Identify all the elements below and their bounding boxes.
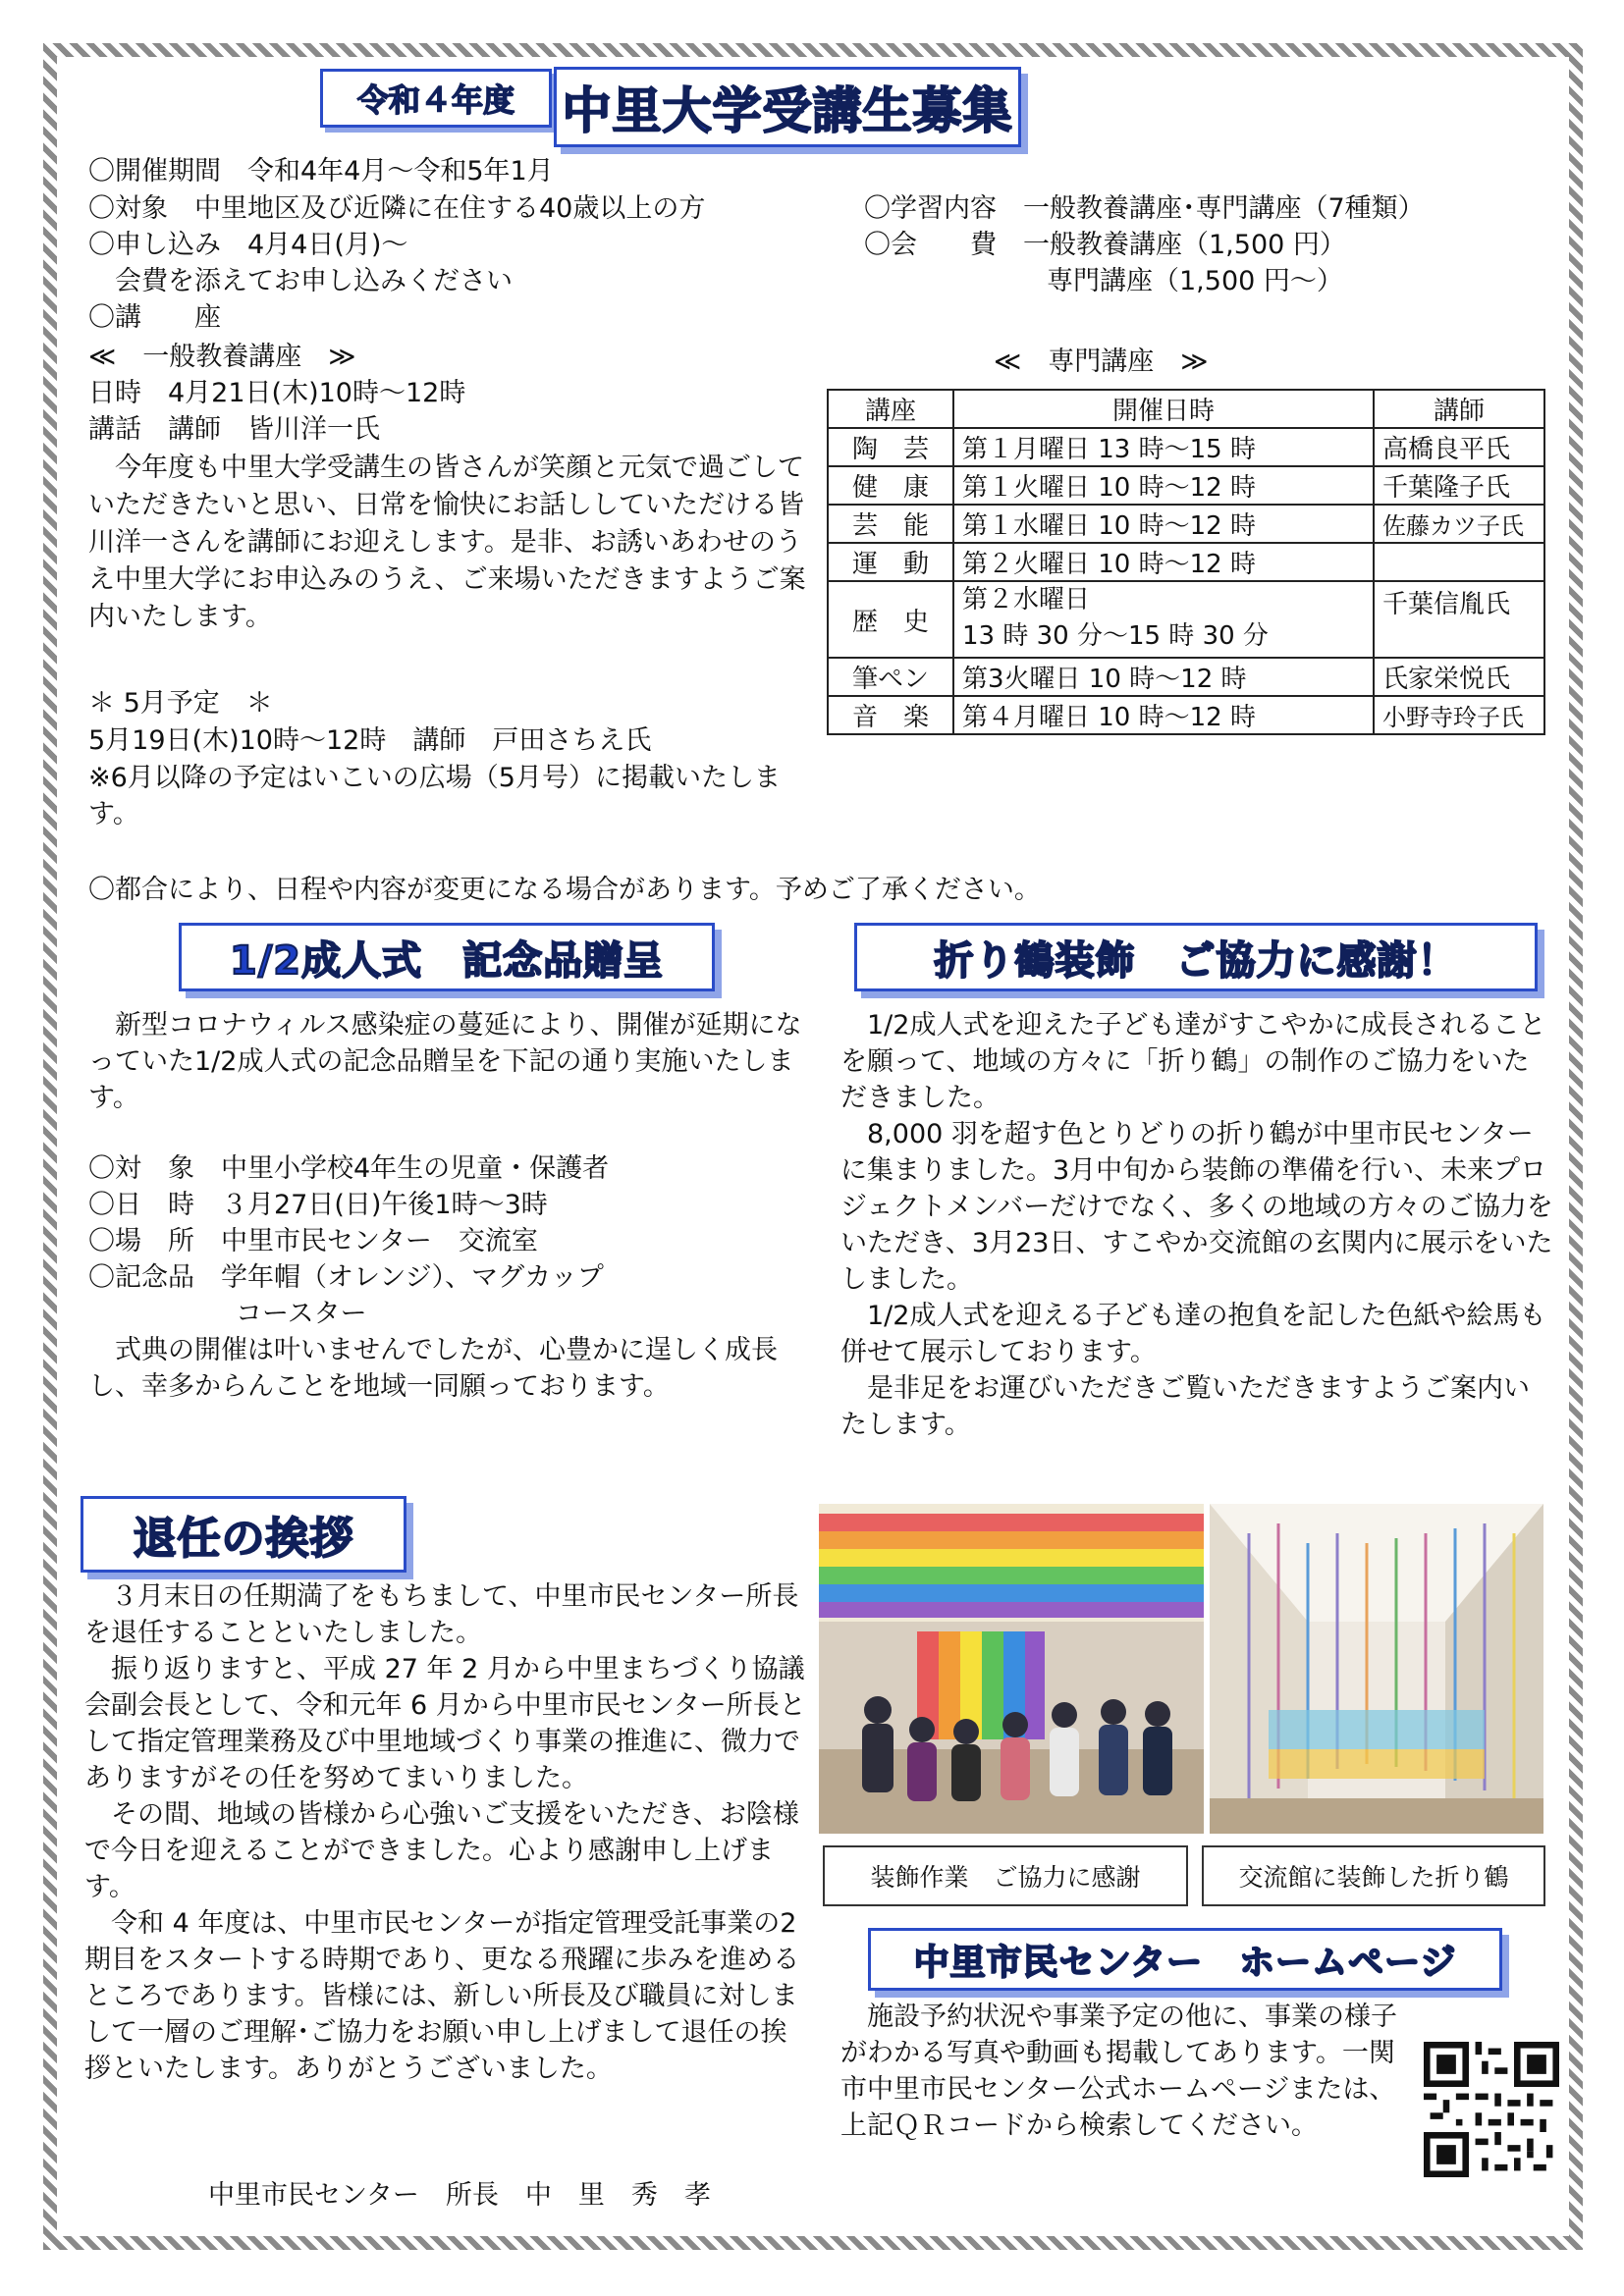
date-cell: 第１月曜日 13 時～15 時 <box>953 428 1374 466</box>
crane-display-photo-art <box>1210 1504 1543 1834</box>
may-line: 5月19日(木)10時～12時 講師 戸田さちえ氏 <box>88 725 652 756</box>
teacher-cell: 氏家栄悦氏 <box>1374 658 1544 696</box>
apply-note: 会費を添えてお申し込みください <box>88 266 513 296</box>
date-cell <box>953 581 1374 658</box>
half-adult-closing: 式典の開催は叶いませんでしたが、心豊かに逞しく成長し、幸多からんことを地域一同願っております。 <box>88 1335 778 1402</box>
date-cell: 第２火曜日 10 時～12 時 <box>953 543 1374 581</box>
cranes-title: 折り鶴装飾 ご協力に感謝！ <box>854 923 1538 991</box>
general-talk: 講話 講師 皆川洋一氏 <box>88 414 380 445</box>
half-adult-gift-2: コースター <box>236 1299 367 1329</box>
period-text: 〇開催期間 令和4年4月～令和5年1月 <box>88 156 554 187</box>
teacher-cell: 千葉信胤氏 <box>1374 581 1544 658</box>
table-row <box>828 543 1544 581</box>
column-header: 講座 <box>828 390 953 428</box>
course-cell: 健 康 <box>828 466 953 505</box>
year-label: 令和４年度 <box>320 69 552 128</box>
crane-display-caption: 交流館に装飾した折り鶴 <box>1202 1845 1545 1906</box>
target-text: 〇対象 中里地区及び近隣に在住する40歳以上の方 <box>88 193 706 224</box>
homepage-body: 施設予約状況や事業予定の他に、事業の様子がわかる写真や動画も掲載してあります。一関市中里市民センター公式ホームページまたは、上記ＱＲコードから検索してください。 <box>840 2002 1397 2141</box>
course-cell: 運 動 <box>828 543 953 581</box>
half-adult-place: 〇場 所 中里市民センター 交流室 <box>88 1226 538 1256</box>
crane-work-photo <box>819 1504 1204 1834</box>
table-row <box>828 505 1544 543</box>
homepage-title: 中里市民センター ホームページ <box>868 1928 1502 1991</box>
half-adult-gift: 〇記念品 学年帽（オレンジ）、マグカップ <box>88 1262 604 1293</box>
teacher-cell: 佐藤カツ子氏 <box>1374 505 1544 543</box>
general-date: 日時 4月21日(木)10時～12時 <box>88 378 466 408</box>
fee-text: 〇会 費 一般教養講座（1,500 円） <box>864 230 1346 260</box>
special-course-table <box>827 389 1545 735</box>
crane-work-photo-art <box>819 1504 1204 1834</box>
course-cell: 歴 史 <box>828 581 953 658</box>
half-adult-intro: 新型コロナウィルス感染症の蔓延により、開催が延期になっていた1/2成人式の記念品贈呈を下記の通り実施いたします。 <box>88 1010 802 1113</box>
fee-text-2: 専門講座（1,500 円～） <box>1047 266 1343 296</box>
table-row <box>828 658 1544 696</box>
cranes-body: 1/2成人式を迎えた子ども達がすこやかに成長されることを願って、地域の方々に「折り鶴」の制作のご協力をいただきました。 8,000 羽を超す色とりどりの折り鶴が中里市民センターに集まりました。3月中旬から装飾の準備を行い、未来プロジェクトメンバーだけでなく、多くの地域の方々のご協力をいただき、3月23日、すこやか交流館の玄関内に展示をいたしました。 1/2成人式を迎える子ども達の抱負を記した色紙や絵馬も併せて展示しております。 是非足をお運びいただきご覧いただきますようご案内いたします。 <box>840 1010 1553 1440</box>
teacher-cell: 高橋良平氏 <box>1374 428 1544 466</box>
date-line-2: 13 時 30 分～15 時 30 分 <box>962 621 1269 651</box>
course-cell: 音 楽 <box>828 696 953 734</box>
page-title: 中里大学受講生募集 <box>554 67 1021 147</box>
half-adult-date: 〇日 時 ３月27日(日)午後1時～3時 <box>88 1190 548 1220</box>
date-cell: 第４月曜日 10 時～12 時 <box>953 696 1374 734</box>
half-adult-target: 〇対 象 中里小学校4年生の児童・保護者 <box>88 1153 610 1184</box>
notice-text: 〇都合により、日程や内容が変更になる場合があります。予めご了承ください。 <box>88 875 1041 905</box>
crane-display-photo <box>1210 1504 1543 1834</box>
column-header: 開催日時 <box>953 390 1374 428</box>
course-cell: 芸 能 <box>828 505 953 543</box>
special-heading: ≪ 専門講座 ≫ <box>994 347 1209 377</box>
half-adult-title: 1/2成人式 記念品贈呈 <box>179 923 715 991</box>
table-row <box>828 696 1544 734</box>
apply-text: 〇申し込み 4月4日(月)～ <box>88 230 408 260</box>
may-heading: ＊ 5月予定 ＊ <box>88 688 273 719</box>
course-text: 〇講 座 <box>88 302 221 333</box>
retire-body: ３月末日の任期満了をもちまして、中里市民センター所長を退任することといたしました。 振り返りますと、平成 27 年 2 月から中里まちづくり協議会副会長として、令和元年 6 月から中里市民センター所長として指定管理業務及び中里地域づくり事業の推進に、微力でありますがその任を努めてまいりました。 その間、地域の皆様から心強いご支援をいただき、お陰様で今日を迎えることができました。心より感謝申し上げます。 令和 4 年度は、中里市民センターが指定管理受託事業の2期目をスタートする時期であり、更なる飛躍に歩みを進めるところであります。皆様には、新しい所長及び職員に対しまして一層のご理解･ご協力をお願い申し上げまして退任の挨拶といたします。ありがとうございました。 <box>84 1581 806 2084</box>
general-body: 今年度も中里大学受講生の皆さんが笑顔と元気で過ごしていただきたいと思い、日常を愉快にお話ししていただける皆川洋一さんを講師にお迎えします。是非、お誘いあわせのうえ中里大学にお申込みのうえ、ご来場いただきますようご案内いたします。 <box>88 453 806 632</box>
content-text: 〇学習内容 一般教養講座･専門講座（7種類） <box>864 193 1425 224</box>
table-row <box>828 581 1544 658</box>
teacher-cell <box>1374 543 1544 581</box>
course-cell: 陶 芸 <box>828 428 953 466</box>
teacher-cell: 千葉隆子氏 <box>1374 466 1544 505</box>
date-cell: 第１火曜日 10 時～12 時 <box>953 466 1374 505</box>
date-cell: 第3火曜日 10 時～12 時 <box>953 658 1374 696</box>
table-header-row <box>828 390 1544 428</box>
course-cell: 筆ペン <box>828 658 953 696</box>
date-cell: 第１水曜日 10 時～12 時 <box>953 505 1374 543</box>
column-header: 講師 <box>1374 390 1544 428</box>
retire-title: 退任の挨拶 <box>81 1496 406 1573</box>
crane-work-caption: 装飾作業 ご協力に感謝 <box>823 1845 1188 1906</box>
table-row <box>828 428 1544 466</box>
may-note: ※6月以降の予定はいこいの広場（5月号）に掲載いたします。 <box>88 763 781 829</box>
teacher-cell: 小野寺玲子氏 <box>1374 696 1544 734</box>
date-line-1: 第２水曜日 <box>962 585 1091 614</box>
table-row <box>828 466 1544 505</box>
general-heading: ≪ 一般教養講座 ≫ <box>88 342 356 372</box>
qr-code-icon[interactable] <box>1424 2042 1559 2177</box>
retire-signature: 中里市民センター 所長 中 里 秀 孝 <box>208 2180 711 2211</box>
